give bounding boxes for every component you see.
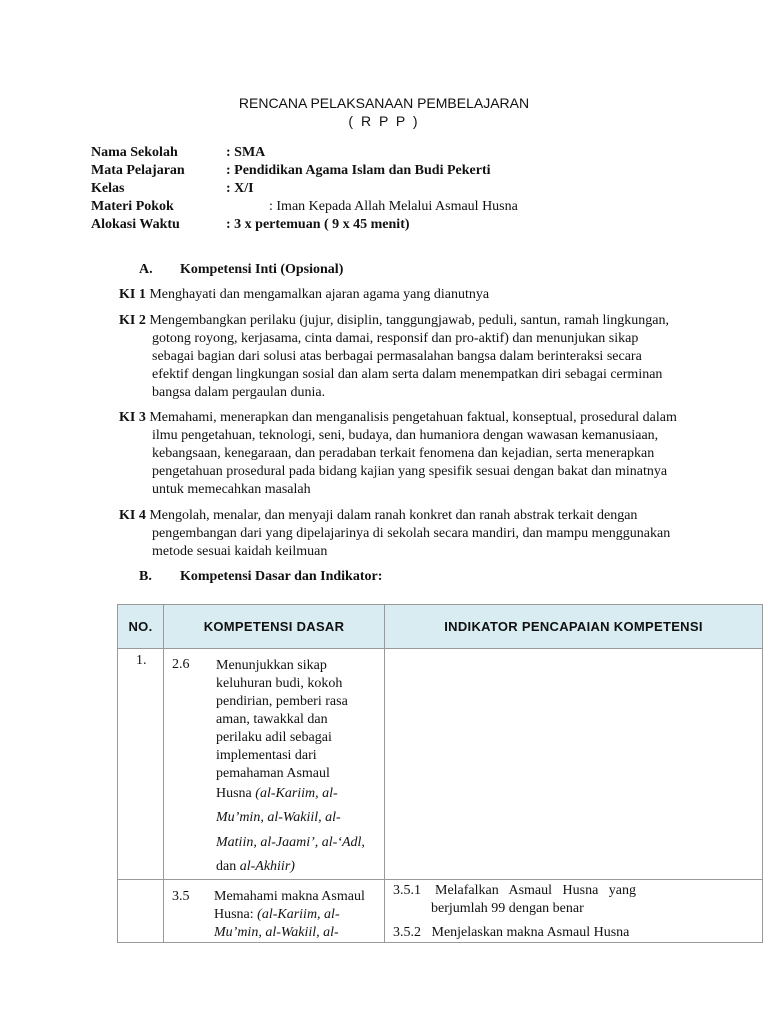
document-subtitle: ( R P P ) — [348, 113, 420, 129]
ki-code: KI 4 — [119, 508, 146, 523]
row-number-empty — [118, 880, 164, 943]
kd-italic: Matiin, al-Jaami’, al-‘Adl, — [216, 835, 365, 850]
ki-item-4 — [119, 507, 679, 561]
kd-text: implementasi dari — [216, 748, 317, 763]
row-number: 1. — [118, 649, 164, 880]
ki-code: KI 2 — [119, 313, 146, 328]
document-title: RENCANA PELAKSANAAN PEMBELAJARAN — [238, 95, 530, 111]
ki-code: KI 1 — [119, 287, 146, 302]
kd-italic: Mu’min, al-Wakiil, al- — [216, 810, 341, 825]
kd-text: dan — [216, 859, 237, 874]
header-kompetensi-dasar: KOMPETENSI DASAR — [164, 605, 385, 649]
indicator-text: berjumlah 99 dengan benar — [431, 901, 584, 916]
header-indikator: INDIKATOR PENCAPAIAN KOMPETENSI — [385, 605, 763, 649]
indicator-cell-empty — [385, 649, 763, 880]
table-row — [118, 649, 763, 880]
kd-cell — [164, 880, 385, 943]
info-value: : 3 x pertemuan ( 9 x 45 menit) — [226, 217, 410, 232]
kd-text: perilaku adil sebagai — [216, 730, 332, 745]
section-title: Kompetensi Dasar dan Indikator: — [180, 569, 383, 584]
kd-text: aman, tawakkal dan — [216, 712, 328, 727]
kd-italic: Mu’min, al-Wakiil, al- — [214, 925, 339, 940]
ki-text: Mengembangkan perilaku (jujur, disiplin, tanggungjawab, peduli, santun, ramah lingkungan, gotong royong, kerjasama, cinta damai, responsif dan pro-aktif) dan menunjukan sikap sebagai bagian dari solusi atas berbagai permasalahan bangsa dalam berinteraksi secara efektif dengan lingkungan sosial dan alam serta dalam menempatkan diri sebagai cerminan bangsa dalam pergaulan dunia. — [149, 313, 670, 400]
info-value: : Pendidikan Agama Islam dan Budi Pekerti — [226, 163, 491, 178]
table-header-row — [118, 605, 763, 649]
info-label: Materi Pokok — [91, 199, 174, 214]
indicator-text: Melafalkan Asmaul Husna yang — [435, 883, 637, 898]
section-letter: A. — [139, 262, 153, 277]
info-value: : Iman Kepada Allah Melalui Asmaul Husna — [269, 199, 518, 214]
info-label: Nama Sekolah — [91, 145, 178, 160]
kd-text: pendirian, pemberi rasa — [216, 694, 348, 709]
indicator-item — [393, 924, 754, 942]
ki-item-2 — [119, 312, 679, 402]
kd-italic: (al-Kariim, al- — [257, 907, 340, 922]
info-label: Alokasi Waktu — [91, 217, 180, 232]
kd-text: Husna: — [214, 907, 254, 922]
section-title: Kompetensi Inti (Opsional) — [180, 262, 344, 277]
table-row — [118, 880, 763, 943]
competency-table — [117, 604, 763, 943]
kd-cell — [164, 649, 385, 880]
info-value: : X/I — [226, 181, 254, 196]
ki-text: Menghayati dan mengamalkan ajaran agama yang dianutnya — [149, 287, 490, 302]
section-letter: B. — [139, 569, 152, 584]
ki-item-3 — [119, 409, 679, 499]
kd-text: Menunjukkan sikap — [216, 658, 327, 673]
indicator-text: Menjelaskan makna Asmaul Husna — [431, 925, 630, 940]
kd-text: Husna — [216, 786, 252, 801]
ki-item-1 — [119, 286, 679, 304]
indicator-cell — [385, 880, 763, 943]
indicator-number: 3.5.1 — [393, 883, 421, 898]
ki-text: Memahami, menerapkan dan menganalisis pengetahuan faktual, konseptual, prosedural dalam ilmu pengetahuan, teknologi, seni, budaya, dan humaniora dengan wawasan kemanusiaan, kebangsaan, kenegaraan, dan peradaban terkait fenomena dan kejadian, serta menerapkan pengetahuan prosedural pada bidang kajian yang spesifik sesuai dengan bakat dan minatnya untuk memecahkan masalah — [149, 410, 677, 497]
kd-number: 3.5 — [172, 889, 190, 904]
indicator-item — [393, 882, 754, 900]
ki-text: Mengolah, menalar, dan menyaji dalam ranah konkret dan ranah abstrak terkait dengan pengembangan dari yang dipelajarinya di sekolah secara mandiri, dan mampu menggunakan metode sesuai kaidah keilmuan — [149, 508, 671, 559]
indicator-number: 3.5.2 — [393, 925, 421, 940]
header-no: NO. — [118, 605, 164, 649]
kd-italic: (al-Kariim, al- — [255, 786, 338, 801]
kd-text: pemahaman Asmaul — [216, 766, 330, 781]
kd-italic: al-Akhiir) — [239, 859, 295, 874]
info-label: Kelas — [91, 181, 125, 196]
info-label: Mata Pelajaran — [91, 163, 185, 178]
kd-text: keluhuran budi, kokoh — [216, 676, 343, 691]
ki-code: KI 3 — [119, 410, 146, 425]
kd-number: 2.6 — [172, 657, 190, 672]
info-value: : SMA — [226, 145, 266, 160]
kd-text: Memahami makna Asmaul — [214, 889, 365, 904]
